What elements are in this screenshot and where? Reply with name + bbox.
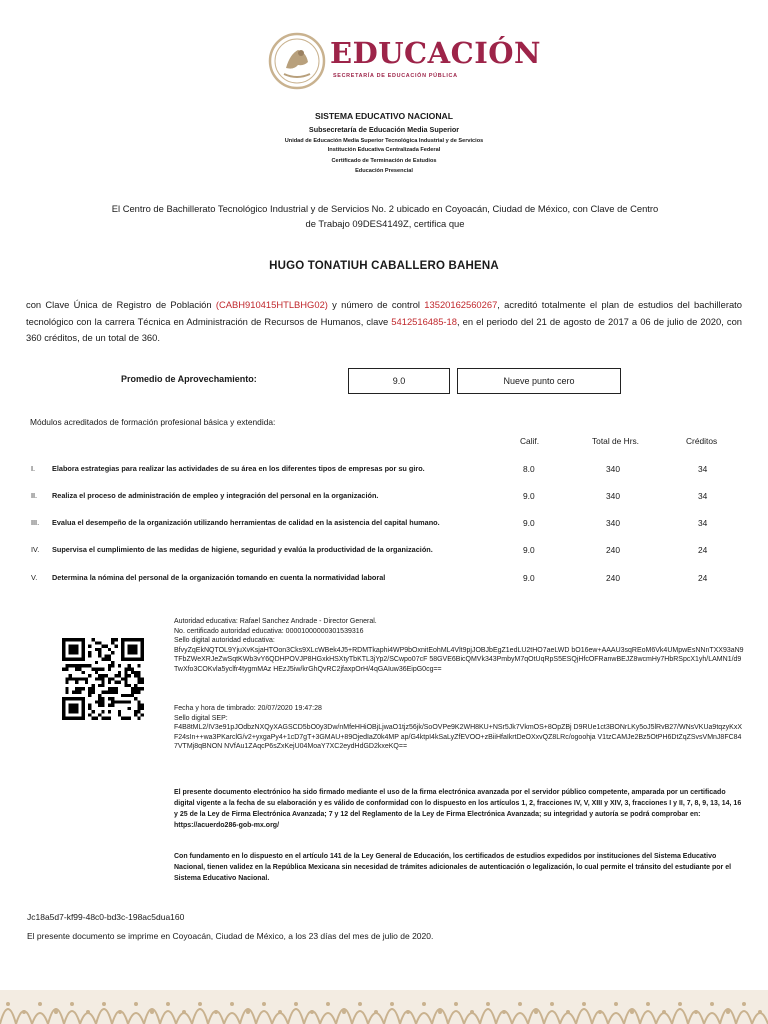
module-description: Evalua el desempeño de la organización utilizando herramientas de calidad en la asistencia del capital humano. (52, 518, 440, 527)
authority-signature-block (174, 617, 744, 675)
module-row (0, 464, 768, 478)
module-hours: 340 (606, 464, 620, 474)
career-key: 5412516485-18 (391, 315, 457, 327)
institution-line-2: Subsecretaría de Educación Media Superior (308, 125, 460, 134)
module-credits: 24 (698, 573, 708, 583)
module-calif: 8.0 (523, 464, 535, 474)
intro-line-2: de Trabajo 09DES4149Z, certifica que (305, 218, 465, 229)
print-location-date: El presente documento se imprime en Coyoacán, Ciudad de México, a los 23 días del mes de julio de 2020. (27, 931, 434, 941)
module-number: II. (31, 491, 38, 500)
logo-text: EDUCACIÓN (330, 36, 542, 70)
student-name: HUGO TONATIUH CABALLERO BAHENA (269, 260, 499, 272)
header-credits: Créditos (686, 436, 718, 446)
header (0, 28, 768, 88)
module-description: Supervisa el cumplimiento de las medidas de higiene, seguridad y evalúa la productividad de la organización. (52, 545, 433, 554)
module-calif: 9.0 (523, 573, 535, 583)
authority-cert-number: No. certificado autoridad educativa: 00001000000301539316 (174, 627, 364, 635)
modules-title: Módulos acreditados de formación profesional básica y extendida: (30, 417, 276, 427)
module-description: Realiza el proceso de administración de empleo y integración del personal en la organización. (52, 491, 379, 500)
ornamental-band-icon (0, 990, 768, 1024)
module-hours: 340 (606, 518, 620, 528)
body-text-1: con Clave Única de Registro de Población (26, 299, 216, 310)
document-uuid: Jc18a5d7-kf99-48c0-bd3c-198ac5dua160 (27, 912, 185, 922)
module-credits: 34 (698, 518, 708, 528)
legal-notice-validity: Con fundamento en lo dispuesto en el artículo 141 de la Ley General de Educación, los certificados de estudios expedidos por instituciones del Sistema Educativo Nacional, tienen validez en la República Mexicana sin necesidad de trámites adicionales de autenticación o legalización, lo cual permite el tránsito del estudiante por el Sistema Educativo Nacional. (174, 853, 732, 882)
institution-line-1: SISTEMA EDUCATIVO NACIONAL (315, 111, 453, 121)
sep-seal-label: Sello digital SEP: (174, 714, 228, 722)
module-row (0, 491, 768, 505)
module-calif: 9.0 (523, 518, 535, 528)
sep-signature-block (174, 704, 744, 752)
sep-seal-value: F4B8tML2/IV3e91pJOdbzNXQyXAGSCD5bO0y3Dw/nMfeHHiOBjLjwaO1tjz56jk/SoOVPe9K2WH8KU+NSr5Jk7VkmOS+8OpZBj D9RUe1ct3BONrLKy5oJ5lRvB27/WNsVKUa9tqzyKxXF24sIn++wa3PKarclG/v2+yxgaPy4+1cD7gT+3GMAU+89OjedIaZ0k4MP ap/G4ktpI4kSaLyZfEVOO+zBiiHfaIkrtDeOXxvQZ8LRc/ogoohja V1tzCAMJe2Bz5OtPH6DtZqZSvsVMnJ8FC847VTMj8qBNON NVfAu1ZAqcP6sZxKejU04MoaY7XC2eydHdGD2kxeKQ== (174, 724, 742, 751)
module-credits: 34 (698, 491, 708, 501)
authority-name: Autoridad educativa: Rafael Sanchez Andrade - Director General. (174, 618, 377, 625)
header-hours: Total de Hrs. (592, 436, 640, 446)
authority-seal-label: Sello digital autoridad educativa: (174, 637, 275, 645)
intro-line-1: El Centro de Bachillerato Tecnológico Industrial y de Servicios No. 2 ubicado en Coyoacán, Ciudad de México, con Clave de Centro (111, 203, 659, 214)
institution-line-5: Certificado de Terminación de Estudios (331, 158, 437, 164)
average-label: Promedio de Aprovechamiento: (121, 374, 257, 384)
module-credits: 34 (698, 464, 708, 474)
curp: (CABH910415HTLBHG02) (215, 299, 328, 310)
body-text-3: , acreditó totalmente el plan de estudios del bachillerato tecnológico con la carrera Técnica en Administración de Recursos de Humanos, clave (26, 299, 742, 327)
certification-paragraph (26, 297, 742, 347)
coat-of-arms-icon (268, 32, 326, 90)
module-number: V. (31, 573, 38, 582)
module-row (0, 518, 768, 532)
average-value: 9.0 (348, 368, 450, 394)
legal-notice-signature: El presente documento electrónico ha sido firmado mediante el uso de la firma electrónica avanzada por el servidor público competente, amparada por un certificado digital vigente a la fecha de su elaboración y es válido de conformidad con lo dispuesto en los artículos 1, 2, fracciones IV, V, XIII y XIV, 3, fracciones I y II, 7, 8, 9, 13, 14, 16 y 25 de la Ley de Firma Electrónica Avanzada; 7 y 12 del Reglamento de la Ley de Firma Electrónica Avanzada; su integridad y autoría se podrá comprobar en: https://acuerdo286-gob-mx.org/ (174, 789, 742, 829)
module-row (0, 573, 768, 587)
stamp-date: Fecha y hora de timbrado: 20/07/2020 19:47:28 (174, 705, 322, 712)
module-hours: 340 (606, 491, 620, 501)
qr-code-icon (62, 638, 144, 720)
module-number: I. (31, 464, 36, 473)
module-hours: 240 (606, 545, 620, 555)
module-credits: 24 (698, 545, 708, 555)
intro-paragraph (90, 201, 680, 231)
module-description: Elabora estrategias para realizar las actividades de su área en los diferentes tipos de empresas por su giro. (52, 464, 425, 473)
body-text-2: y número de control (327, 299, 425, 310)
body-text-4: , en el periodo del 21 de agosto de 2017 a 06 de julio de 2020, con 360 créditos, de un total de 360. (26, 315, 742, 343)
institution-line-4: Institución Educativa Centralizada Federal (327, 147, 441, 153)
module-hours: 240 (606, 573, 620, 583)
average-words: Nueve punto cero (457, 368, 621, 394)
logo-subtitle: SECRETARÍA DE EDUCACIÓN PÚBLICA (333, 73, 458, 79)
module-row (0, 545, 768, 559)
module-number: IV. (31, 545, 40, 554)
header-calif: Calif. (520, 436, 540, 446)
module-calif: 9.0 (523, 545, 535, 555)
module-calif: 9.0 (523, 491, 535, 501)
institution-line-3: Unidad de Educación Media Superior Tecnológica Industrial y de Servicios (284, 138, 484, 144)
module-number: III. (31, 518, 40, 527)
authority-seal-value: BfvyZqEkNQTOL9YjuXvKsjaHTOon3Cks9XLcWBek4J5+RDMTkaphi4WP9bOxnitEohML4Vlt9pjJOBJbEgZ1edLU2tHO7aeLWD bO16ew+AAAU3sqREoM6Vk4UMpwEsNNnTXX93aN9TFbZWeXRJeZwSqtKWb3vY6QDHPOVJP8HGxkHSXtyTbKTL3jYp2/SCwpo07cF 58GVE6BicQMVk343PmbyM7qOtUqRpS5ESQjHfcOFRanwBEJZ8wcmHy7HbRSpcX1yh/LAMN1/d9TwXfo3COKvla5yclfr4tygmMAz HEzJ5iw/krGhQvRC2jfaxpOrH/4qGAIuw36EipG0cg== (174, 646, 744, 673)
institution-line-6: Educación Presencial (355, 168, 413, 174)
module-description: Determina la nómina del personal de la organización tomando en cuenta la normatividad laboral (52, 573, 386, 582)
control-number: 13520162560267 (424, 299, 498, 310)
